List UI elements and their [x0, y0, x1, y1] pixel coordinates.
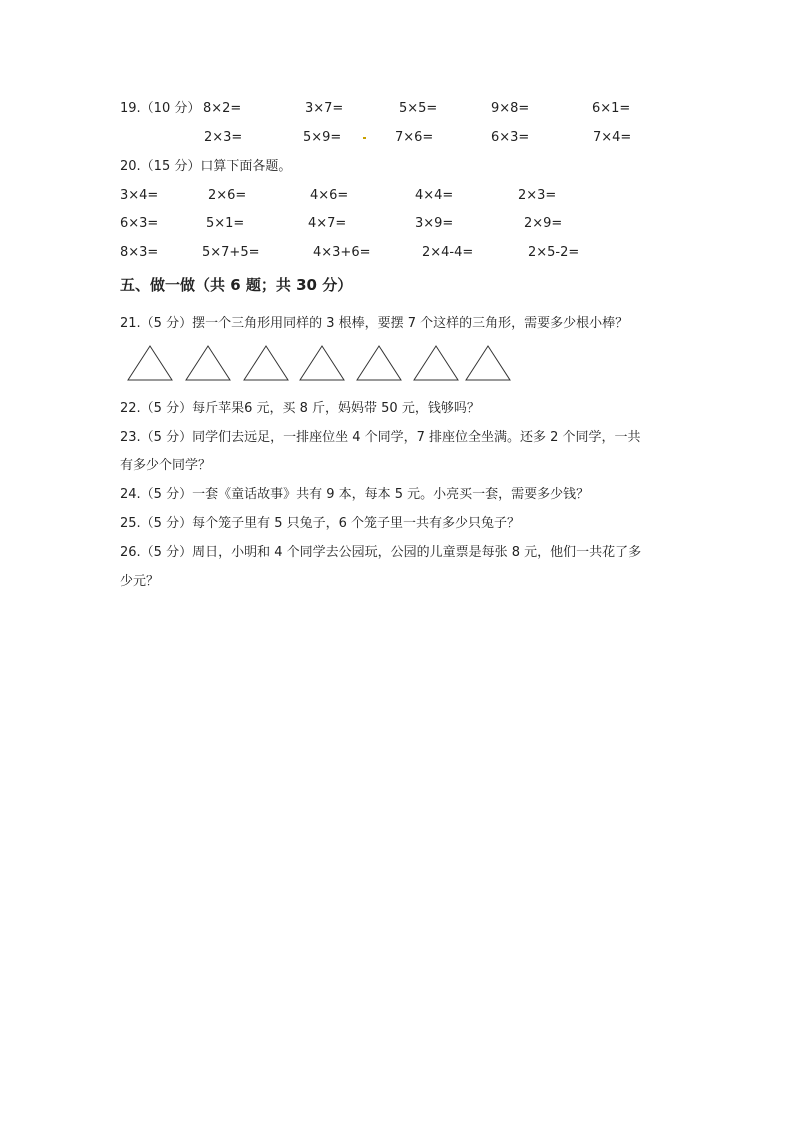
q19-r2-c3: 7×6= — [395, 130, 434, 145]
triangle-4 — [300, 346, 344, 380]
triangle-2 — [186, 346, 230, 380]
q19-r2-c2: 5×9= — [303, 130, 342, 145]
q20-r3-c1: 8×3= — [120, 245, 159, 260]
q20-r3-c3: 4×3+6= — [313, 245, 371, 260]
stray-dot — [363, 137, 366, 139]
q20-r3-c2: 5×7+5= — [202, 245, 260, 260]
q21-text: 21.（5 分）摆一个三角形用同样的 3 根棒，要摆 7 个这样的三角形，需要多少根小棒？ — [120, 316, 629, 331]
q26-text-line2: 少元？ — [120, 574, 160, 589]
q26-text-line1: 26.（5 分）周日，小明和 4 个同学去公园玩，公园的儿童票是每张 8 元，他们一共花了多 — [120, 545, 642, 560]
triangle-1 — [128, 346, 172, 380]
q23-text-line1: 23.（5 分）同学们去远足，一排座位坐 4 个同学，7 排座位全坐满。还多 2 个同学，一共 — [120, 430, 641, 445]
q25-text: 25.（5 分）每个笼子里有 5 只兔子，6 个笼子里一共有多少只兔子？ — [120, 516, 521, 531]
q20-r1-c2: 2×6= — [208, 188, 247, 203]
q20-r2-c1: 6×3= — [120, 216, 159, 231]
q19-r1-c5: 6×1= — [592, 101, 631, 116]
triangle-5 — [357, 346, 401, 380]
q19-r2-c5: 7×4= — [593, 130, 632, 145]
q19-label: 19.（10 分） — [120, 101, 201, 116]
q20-r3-c4: 2×4-4= — [422, 245, 474, 260]
q20-r1-c5: 2×3= — [518, 188, 557, 203]
triangle-7 — [466, 346, 510, 380]
q19-r1-c3: 5×5= — [399, 101, 438, 116]
q23-text-line2: 有多少个同学？ — [120, 458, 212, 473]
q20-r2-c2: 5×1= — [206, 216, 245, 231]
q19-r1-c1: 8×2= — [203, 101, 242, 116]
q19-r1-c4: 9×8= — [491, 101, 530, 116]
q20-r2-c4: 3×9= — [415, 216, 454, 231]
q20-r1-c4: 4×4= — [415, 188, 454, 203]
q20-label: 20.（15 分）口算下面各题。 — [120, 159, 292, 174]
section-5-heading: 五、做一做（共 6 题；共 30 分） — [120, 276, 353, 294]
q19-r2-c1: 2×3= — [204, 130, 243, 145]
q20-r3-c5: 2×5-2= — [528, 245, 580, 260]
q24-text: 24.（5 分）一套《童话故事》共有 9 本，每本 5 元。小亮买一套，需要多少钱？ — [120, 487, 590, 502]
q19-r2-c4: 6×3= — [491, 130, 530, 145]
q20-r2-c5: 2×9= — [524, 216, 563, 231]
triangles-figure — [120, 340, 520, 384]
triangle-6 — [414, 346, 458, 380]
q20-r1-c3: 4×6= — [310, 188, 349, 203]
triangle-3 — [244, 346, 288, 380]
q20-r1-c1: 3×4= — [120, 188, 159, 203]
q22-text: 22.（5 分）每斤苹果6 元，买 8 斤，妈妈带 50 元，钱够吗？ — [120, 401, 480, 416]
q19-r1-c2: 3×7= — [305, 101, 344, 116]
q20-r2-c3: 4×7= — [308, 216, 347, 231]
